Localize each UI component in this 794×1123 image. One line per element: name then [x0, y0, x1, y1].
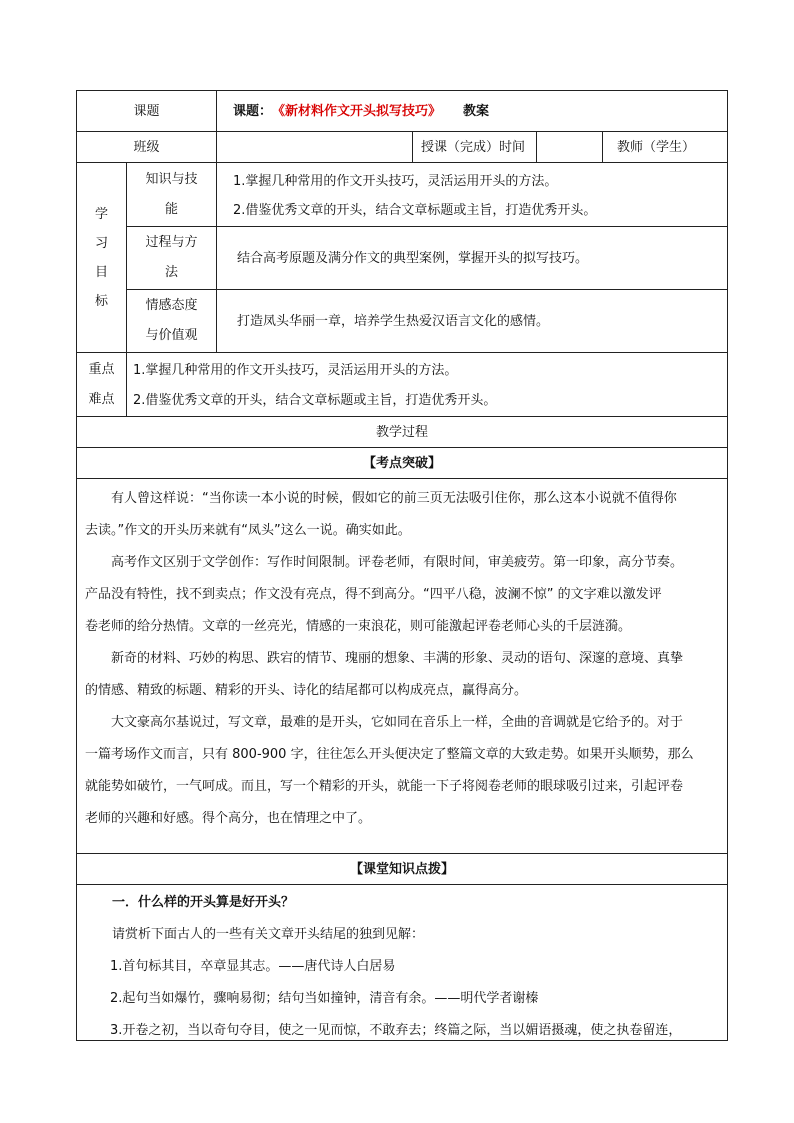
text-line: 老师的兴趣和好感。得个高分，也在情理之中了。 [85, 811, 372, 826]
text-line: 产品没有特性，找不到卖点；作文没有亮点，得不到高分。“四平八稳，波澜不惊” 的文字难以激发评 [85, 587, 662, 602]
process-header [77, 417, 728, 448]
knowledge-label [127, 163, 217, 227]
text-line: 就能势如破竹，一气呵成。而且，写一个精彩的开头，就能一下子将阅卷老师的眼球吸引过来，引起评卷 [85, 779, 684, 794]
process-label-line: 法 [164, 265, 178, 280]
topic-title: 《新材料作文开头拟写技巧》 [272, 103, 442, 119]
ketang-intro: 请赏析下面古人的一些有关文章开头结尾的独到见解： [112, 927, 425, 942]
class-value [217, 132, 413, 163]
keypoints-line: 1.掌握几种常用的作文开头技巧，灵活运用开头的方法。 [133, 363, 458, 378]
ketang-body [77, 885, 728, 1041]
side-char: 标 [94, 293, 108, 309]
side-char: 习 [94, 235, 108, 251]
topic-label-text: 课题 [133, 103, 160, 119]
time-value [537, 132, 603, 163]
teacher-label [603, 132, 728, 163]
text-line: 高考作文区别于文学创作：写作时间限制。评卷老师，有限时间，审美疲劳。第一印象，高分节奏。 [111, 555, 684, 570]
keypoints-line: 2.借鉴优秀文章的开头，结合文章标题或主旨，打造优秀开头。 [133, 393, 497, 408]
process-text: 结合高考原题及满分作文的典型案例，掌握开头的拟写技巧。 [237, 250, 589, 266]
kaodian-para-1 [85, 483, 719, 547]
kaodian-header [77, 448, 728, 479]
ketang-header-text: 【课堂知识点拨】 [349, 861, 454, 877]
time-label-text: 授课（完成）时间 [421, 139, 526, 155]
kaodian-para-3 [85, 643, 719, 707]
ketang-item: 1.首句标其目，卒章显其志。——唐代诗人白居易 [110, 959, 396, 974]
ketang-question: 一．什么样的开头算是好开头？ [112, 895, 295, 910]
topic-prefix: 课题： [233, 103, 273, 119]
topic-value [217, 91, 728, 132]
ketang-header [77, 854, 728, 885]
side-char: 学 [94, 206, 108, 222]
kaodian-body [77, 479, 728, 854]
kaodian-para-4 [85, 707, 719, 835]
class-label [77, 132, 217, 163]
keypoints-content [127, 353, 728, 417]
text-line: 新奇的材料、巧妙的构思、跌宕的情节、瑰丽的想象、丰满的形象、灵动的语句、深邃的意境、真挚 [111, 651, 684, 666]
text-line: 一篇考场作文而言，只有 800-900 字，往往怎么开头便决定了整篇文章的大致走势。如果开头顺势，那么 [85, 747, 694, 762]
kaodian-header-text: 【考点突破】 [362, 455, 441, 471]
text-line: 的情感、精致的标题、精彩的开头、诗化的结尾都可以构成亮点，赢得高分。 [85, 683, 528, 698]
keypoints-label-line: 难点 [88, 391, 115, 407]
knowledge-label-line: 能 [164, 201, 178, 217]
text-line: 有人曾这样说：“当你读一本小说的时候，假如它的前三页无法吸引住你，那么这本小说就不值得你 [111, 491, 677, 506]
emotion-label-line: 情感态度 [145, 298, 198, 313]
side-char: 目 [94, 264, 108, 280]
text-line: 去读。”作文的开头历来就有“凤头”这么一说。确实如此。 [85, 523, 411, 538]
knowledge-label-line: 知识与技 [145, 171, 198, 187]
emotion-content [217, 290, 728, 353]
process-label [127, 227, 217, 290]
text-line: 卷老师的给分热情。文章的一丝亮光，情感的一束浪花，则可能激起评卷老师心头的千层涟漪。 [85, 619, 632, 634]
process-content [217, 227, 728, 290]
knowledge-line: 2.借鉴优秀文章的开头，结合文章标题或主旨，打造优秀开头。 [233, 203, 597, 218]
emotion-label [127, 290, 217, 353]
ketang-item: 3.开卷之初，当以奇句夺目，使之一见而惊，不敢弃去；终篇之际，当以媚语摄魂，使之执卷留连， [110, 1023, 682, 1038]
text-line: 大文豪高尔基说过，写文章，最难的是开头，它如同在音乐上一样，全曲的音调就是它给予的。对于 [111, 715, 684, 730]
process-header-text: 教学过程 [375, 424, 428, 440]
keypoints-label [77, 353, 127, 417]
process-label-line: 过程与方 [145, 235, 198, 250]
teacher-label-text: 教师（学生） [617, 139, 696, 155]
lesson-plan-table [76, 90, 728, 1041]
time-label [413, 132, 537, 163]
emotion-text: 打造凤头华丽一章，培养学生热爱汉语言文化的感情。 [237, 313, 550, 329]
knowledge-content [217, 163, 728, 227]
keypoints-label-line: 重点 [88, 361, 115, 377]
knowledge-line: 1.掌握几种常用的作文开头技巧，灵活运用开头的方法。 [233, 174, 558, 189]
topic-suffix: 教案 [463, 103, 490, 119]
topic-label [77, 91, 217, 132]
emotion-label-line: 与价值观 [145, 328, 198, 343]
objectives-side-label [77, 163, 127, 353]
ketang-item: 2.起句当如爆竹，骤响易彻；结句当如撞钟，清音有余。——明代学者谢榛 [110, 991, 539, 1006]
class-label-text: 班级 [133, 139, 160, 155]
kaodian-para-2 [85, 547, 719, 643]
